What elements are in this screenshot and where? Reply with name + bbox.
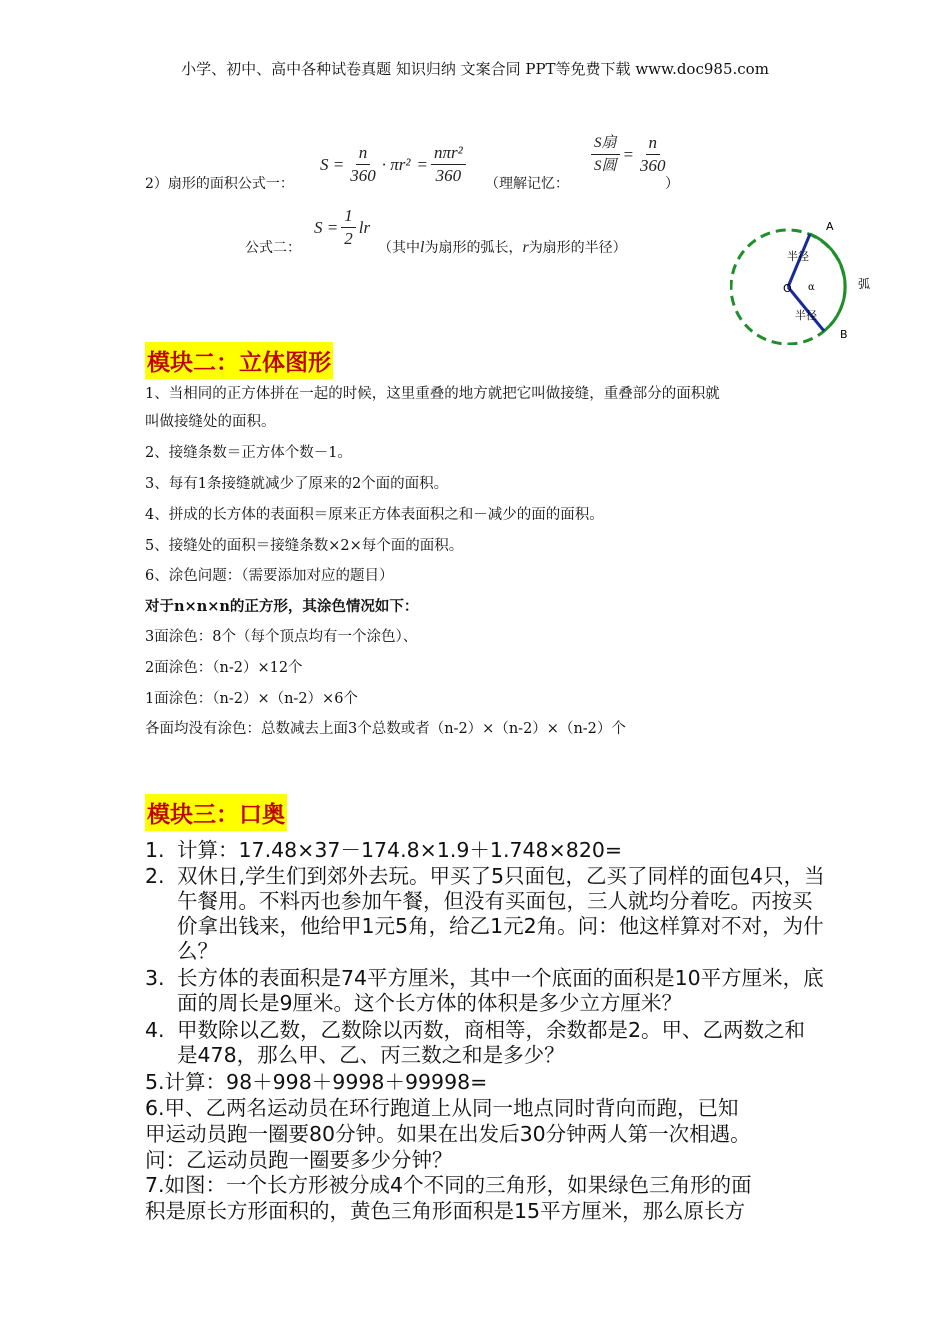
question-6-line1: 6.甲、乙两名运动员在环行跑道上从同一地点同时背向而跑，已知 (145, 1096, 739, 1120)
question-6-line2: 甲运动员跑一圈要80分钟。如果在出发后30分钟两人第一次相遇。 (145, 1122, 751, 1146)
formula2-label: 公式二： (245, 240, 301, 256)
q1-number: 1. (145, 838, 165, 862)
fraction-sfan-scircle (591, 132, 620, 177)
question-1 (145, 838, 825, 863)
denominator-360: 360 (350, 166, 376, 185)
q4-number: 4. (145, 1018, 165, 1042)
question-4 (145, 1018, 825, 1068)
sector-area-formula-2 (314, 205, 370, 250)
arc-label: 弧 (858, 277, 871, 291)
page-header: 小学、初中、高中各种试卷真题 知识归纳 文案合同 PPT等免费下载 www.doc985.com (181, 60, 769, 78)
m2-p4: 4、拼成的长方体的表面积＝原来正方体表面积之和－减少的面的面积。 (145, 507, 604, 523)
numerator-n-b: n (646, 132, 661, 155)
question-5: 5.计算：98＋998＋9998＋99998= (145, 1070, 488, 1094)
q3-text: 长方体的表面积是74平方厘米，其中一个底面的面积是10平方厘米，底面的周长是9厘米。这个长方体的体积是多少立方厘米？ (177, 966, 824, 1015)
lr: lr (358, 217, 371, 237)
question-3 (145, 966, 825, 1016)
m2-p9: 2面涂色：（n-2）×12个 (145, 660, 303, 676)
s-circle: S圆 (594, 158, 617, 174)
m2-p1a: 1、当相同的正方体拼在一起的时候，这里重叠的地方就把它叫做接缝，重叠部分的面积就 (145, 386, 720, 402)
m2-p3: 3、每有1条接缝就减少了原来的2个面的面积。 (145, 476, 449, 492)
equals-sign-2: = (622, 144, 634, 164)
radius-label-top: 半径 (787, 250, 809, 263)
point-o-label: O (783, 282, 792, 295)
formula1-label: 2）扇形的面积公式一： (145, 176, 294, 192)
q3-number: 3. (145, 966, 165, 990)
r-symbol: r (522, 239, 529, 256)
fraction-n-360-b (637, 132, 669, 177)
m2-p10: 1面涂色：（n-2）×（n-2）×6个 (145, 691, 358, 707)
s-eq-2: S = (314, 217, 339, 237)
radius-label-bottom: 半径 (795, 309, 817, 322)
note-c: 为扇形的半径） (528, 240, 627, 256)
memory-ratio-formula (588, 132, 672, 177)
m2-p8: 3面涂色：8个（每个顶点均有一个涂色）、 (145, 629, 418, 645)
sector-diagram (730, 215, 880, 345)
q2-text: 双休日,学生们到郊外去玩。甲买了5只面包，乙买了同样的面包4只，当午餐用。不料丙也参加午餐，但没有买面包，三人就均分着吃。丙按买价拿出钱来，他给甲1元5角，给乙1元2角。问：他这样算对不对，为什么？ (177, 864, 825, 963)
fraction-one-half (341, 205, 356, 250)
question-2 (145, 864, 825, 964)
question-7-line1: 7.如图：一个长方形被分成4个不同的三角形，如果绿色三角形的面 (145, 1173, 752, 1197)
denominator-2: 2 (344, 229, 353, 248)
m2-p5: 5、接缝处的面积＝接缝条数×2×每个面的面积。 (145, 538, 464, 554)
q4-text: 甲数除以乙数，乙数除以丙数，商相等，余数都是2。甲、乙两数之和是478，那么甲、乙、丙三数之和是多少？ (177, 1018, 806, 1067)
pi-r-squared: · πr² (381, 154, 411, 174)
l-symbol: l (420, 239, 425, 256)
m2-p7: 对于n×n×n的正方形，其涂色情况如下： (145, 598, 419, 615)
point-b-label: B (840, 328, 848, 341)
s-eq: S = (320, 154, 345, 174)
denominator-360-c: 360 (640, 156, 666, 175)
question-7-line2: 积是原长方形面积的，黄色三角形面积是15平方厘米，那么原长方 (145, 1199, 746, 1223)
point-a-label: A (826, 220, 834, 233)
formula2-note (378, 237, 627, 257)
memory-note-close: ） (665, 176, 679, 192)
numerator-1: 1 (341, 205, 356, 228)
denominator-360-b: 360 (435, 166, 462, 185)
sector-area-formula-1 (320, 142, 469, 187)
fraction-n-360 (347, 142, 379, 187)
module3-title: 模块三：口奥 (145, 794, 287, 831)
fraction-npr2-360 (431, 142, 466, 187)
question-6-line3: 问：乙运动员跑一圈要多少分钟？ (145, 1148, 453, 1172)
q1-text: 计算：17.48×37－174.8×1.9＋1.748×820= (177, 838, 623, 862)
module2-title: 模块二：立体图形 (145, 342, 333, 379)
note-b: 为扇形的弧长， (424, 240, 523, 256)
s-fan: S扇 (591, 132, 620, 155)
m2-p2: 2、接缝条数＝正方体个数－1。 (145, 445, 352, 461)
numerator-n: n (356, 142, 371, 165)
m2-p1b: 叫做接缝处的面积。 (145, 414, 276, 430)
note-a: （其中 (378, 240, 420, 256)
equals-sign: = (416, 154, 428, 174)
m2-p6: 6、涂色问题：（需要添加对应的题目） (145, 568, 394, 584)
m2-p11: 各面均没有涂色：总数减去上面3个总数或者（n-2）×（n-2）×（n-2）个 (145, 721, 626, 737)
memory-note-open: （理解记忆： (485, 176, 569, 192)
q2-number: 2. (145, 864, 165, 888)
numerator-npr2: nπr² (431, 142, 466, 165)
alpha-label: α (808, 282, 815, 293)
